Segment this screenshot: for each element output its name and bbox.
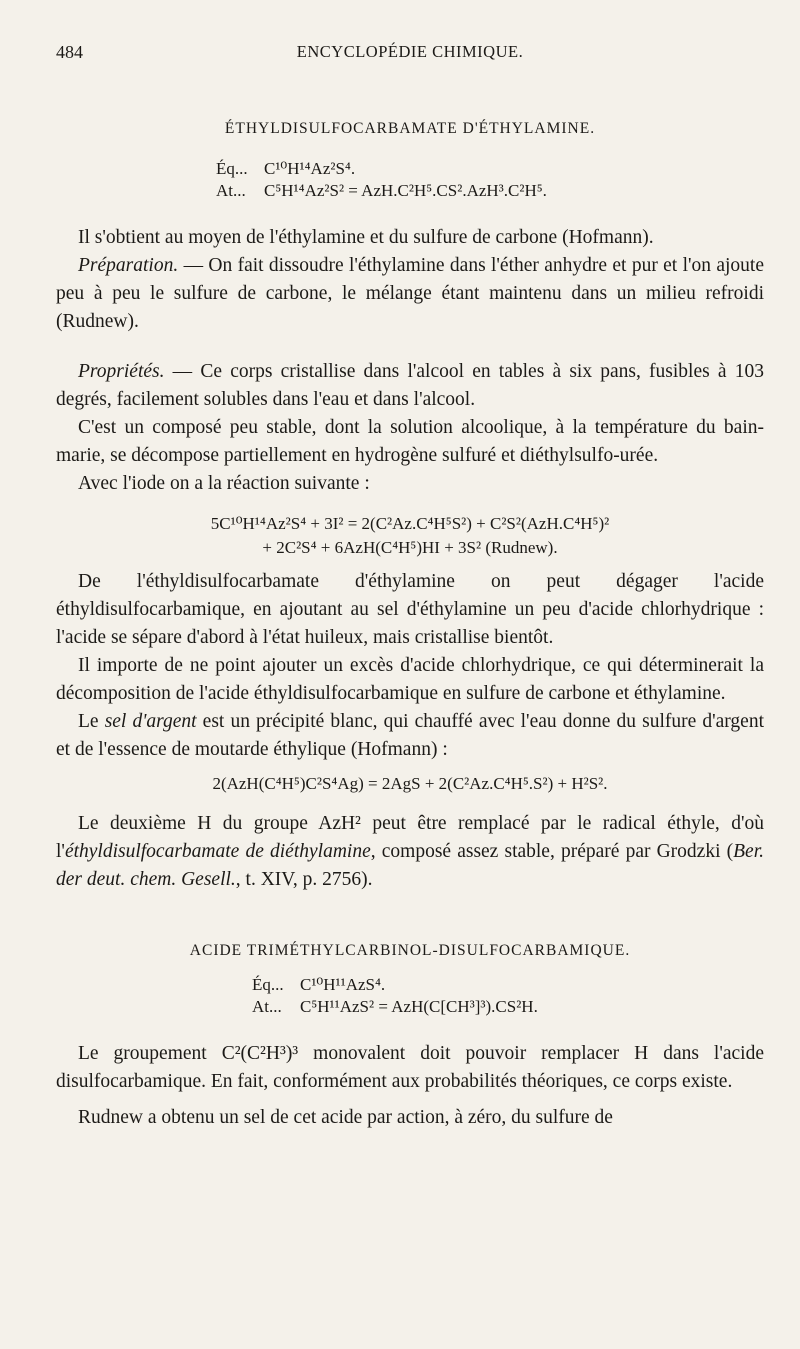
paragraph-hofmann: Il s'obtient au moyen de l'éthylamine et du sulfure de carbone (Hofmann).: [78, 227, 654, 248]
paragraph-stability: C'est un composé peu stable, dont la solution alcoolique, à la température du bain-marie, se décompose partiellement en hydrogène sulfuré et diéthylsulfo-urée.: [56, 417, 764, 466]
term-sel-d-argent: sel d'argent: [104, 711, 197, 732]
paragraph-rudnew: Rudnew a obtenu un sel de cet acide par action, à zéro, du sulfure de: [78, 1107, 613, 1128]
reaction-line-2: + 2C²S⁴ + 6AzH(C⁴H⁵)HI + 3S² (Rudnew).: [262, 538, 558, 557]
paragraph-groupement: Le groupement C²(C²H³)³ monovalent doit pouvoir remplacer H dans l'acide disulfocarbamique. En fait, conformément aux probabilités théoriques, ce corps existe.: [56, 1043, 764, 1092]
formula-block-1: [216, 158, 764, 202]
formula-block-2: [252, 974, 764, 1018]
paragraph-acid-release: De l'éthyldisulfocarbamate d'éthylamine on peut dégager l'acide éthyldisulfocarbamique, en ajoutant au sel d'éthylamine un peu d'acide chlorhydrique : l'acide se sépare d'abord à l'état huileux, mais cristallise bientôt.: [56, 571, 764, 648]
paragraph-proprietes: Propriétés. — Ce corps cristallise dans l'alcool en tables à six pans, fusibles à 103 degrés, facilement solubles dans l'eau et dans l'alcool.: [56, 361, 764, 410]
at-label: At...: [216, 181, 246, 200]
silver-equation: 2(AzH(C⁴H⁵)C²S⁴Ag) = 2AgS + 2(C²Az.C⁴H⁵.S²) + H²S².: [212, 774, 608, 793]
paragraph-excess-acid: Il importe de ne point ajouter un excès d'acide chlorhydrique, ce qui déterminerait la décomposition de l'acide éthyldisulfocarbamique en sulfure de carbone et éthylamine.: [56, 655, 764, 704]
reaction-equation: [56, 512, 764, 560]
eq-label: Éq...: [216, 159, 248, 178]
at-formula-2: C⁵H¹¹AzS² = AzH(C[CH³]³).CS²H.: [300, 997, 538, 1016]
reaction-line-1: 5C¹⁰H¹⁴Az²S⁴ + 3I² = 2(C²Az.C⁴H⁵S²) + C²S²(AzH.C⁴H⁵)²: [210, 514, 610, 533]
section-title-part2: ÉTHYLAMINE.: [478, 120, 596, 137]
eq-label-2: Éq...: [252, 975, 284, 994]
lead-proprietes: Propriétés.: [78, 361, 165, 382]
citation-journal: Ber. der deut. chem. Gesell.: [56, 841, 765, 890]
section-title-part1: ÉTHYLDISULFOCARBAMATE D': [224, 120, 479, 137]
paragraph-iode: Avec l'iode on a la réaction suivante :: [78, 473, 370, 494]
eq-formula-2: C¹⁰H¹¹AzS⁴.: [300, 975, 386, 994]
at-formula: C⁵H¹⁴Az²S² = AzH.C²H⁵.CS².AzH³.C²H⁵.: [264, 181, 547, 200]
paragraph-silver-salt: Le sel d'argent est un précipité blanc, qui chauffé avec l'eau donne du sulfure d'argent et de l'essence de moutarde éthylique (Hofmann) :: [56, 711, 765, 760]
eq-formula: C¹⁰H¹⁴Az²S⁴.: [264, 159, 356, 178]
paragraph-preparation: Préparation. — On fait dissoudre l'éthylamine dans l'éther anhydre et pur et l'on ajoute peu à peu le sulfure de carbone, le mélange étant maintenu dans un milieu refroidi (Rudnew).: [56, 255, 764, 332]
section-title-ethyldisulfocarbamate: [56, 114, 764, 144]
running-title: ENCYCLOPÉDIE CHIMIQUE.: [296, 42, 524, 61]
paragraph-diethylamine: Le deuxième H du groupe AzH² peut être remplacé par le radical éthyle, d'où l'éthyldisulfocarbamate de diéthylamine, composé assez stable, préparé par Grodzki (Ber. der deut. chem. Gesell., t. XIV, p. 2756).: [56, 813, 765, 890]
at-label-2: At...: [252, 997, 282, 1016]
page-number: 484: [56, 42, 83, 62]
section-title-trimethylcarbinol: ACIDE TRIMÉTHYLCARBINOL-DISULFOCARBAMIQUE.: [189, 942, 631, 959]
term-diethylamine-salt: éthyldisulfocarbamate de diéthylamine: [64, 841, 371, 862]
lead-preparation: Préparation.: [78, 255, 179, 276]
running-header: [56, 38, 764, 68]
